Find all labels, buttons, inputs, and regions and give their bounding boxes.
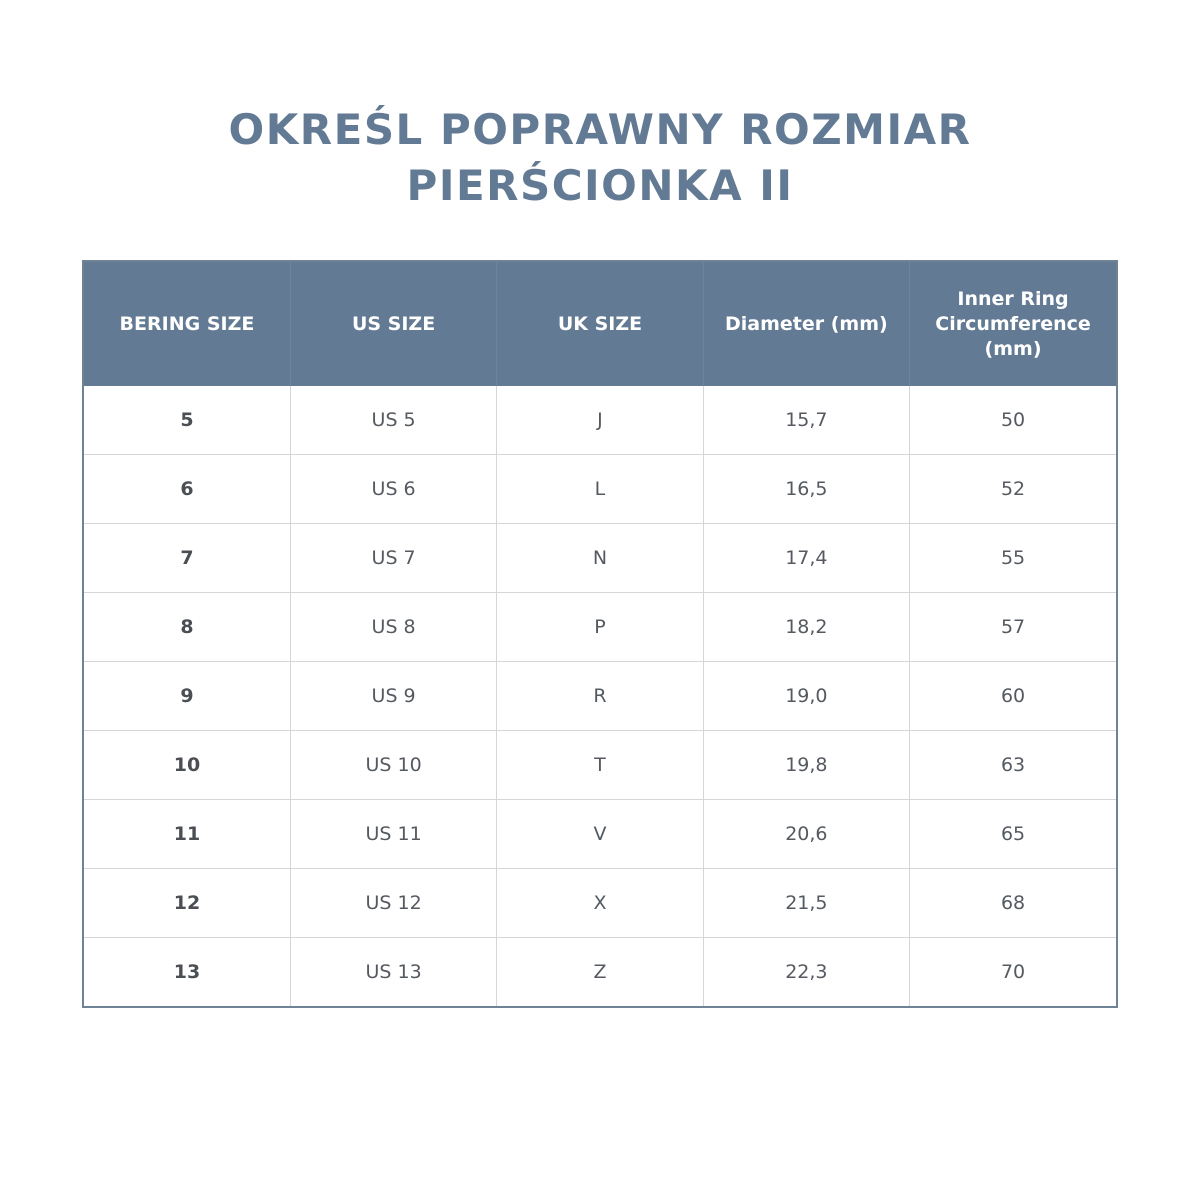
cell-circumference: 50	[1000, 409, 1026, 431]
cell-bering-size: 10	[84, 731, 290, 800]
cell-us-size: US 12	[290, 869, 496, 938]
table-row	[84, 386, 1116, 455]
header-uk-size: UK SIZE	[497, 262, 703, 386]
cell-diameter: 19,8	[703, 731, 909, 800]
cell-circumference: 63	[910, 731, 1116, 800]
cell-diameter: 16,5	[703, 455, 909, 524]
cell-uk-size: N	[497, 524, 703, 593]
cell-diameter: 21,5	[703, 869, 909, 938]
cell-us-size: US 5	[290, 386, 496, 455]
table-row	[84, 455, 1116, 524]
table-row	[84, 869, 1116, 938]
cell-diameter: 15,7	[703, 386, 909, 455]
cell-bering-size: 13	[84, 938, 290, 1007]
cell-bering-size: 7	[84, 524, 290, 593]
cell-bering-size: 12	[84, 869, 290, 938]
cell-bering-size: 11	[84, 800, 290, 869]
cell-circumference: 60	[910, 662, 1116, 731]
cell-circumference: 57	[910, 593, 1116, 662]
cell-circumference: 65	[910, 800, 1116, 869]
cell-us-size: US 9	[290, 662, 496, 731]
cell-uk-size: T	[497, 731, 703, 800]
cell-us-size: US 13	[290, 938, 496, 1007]
cell-diameter: 20,6	[703, 800, 909, 869]
cell-uk-size: R	[497, 662, 703, 731]
cell-us-size: US 7	[290, 524, 496, 593]
size-table-container	[82, 260, 1118, 1008]
cell-diameter: 19,0	[703, 662, 909, 731]
cell-uk-size: X	[497, 869, 703, 938]
table-body	[84, 386, 1116, 1006]
cell-us-size: US 11	[290, 800, 496, 869]
cell-uk-size: P	[497, 593, 703, 662]
cell-circumference: 55	[910, 524, 1116, 593]
table-row	[84, 524, 1116, 593]
header-us-size: US SIZE	[290, 262, 496, 386]
cell-bering-size: 5	[84, 386, 290, 455]
cell-us-size: US 10	[290, 731, 496, 800]
page-title-line-1: OKREŚL POPRAWNY ROZMIAR	[228, 105, 972, 154]
cell-uk-size: L	[497, 455, 703, 524]
table-header-row	[84, 262, 1116, 386]
header-bering-size: BERING SIZE	[84, 262, 290, 386]
cell-diameter: 18,2	[703, 593, 909, 662]
cell-us-size: US 6	[290, 455, 496, 524]
cell-circumference: 68	[910, 869, 1116, 938]
ring-size-table	[84, 262, 1116, 1006]
cell-circumference: 70	[910, 938, 1116, 1007]
page-title-line-2: PIERŚCIONKA II	[406, 161, 794, 210]
table-row	[84, 662, 1116, 731]
cell-us-size: US 8	[290, 593, 496, 662]
header-circumference: Inner Ring Circumference (mm)	[910, 262, 1116, 386]
cell-bering-size: 8	[84, 593, 290, 662]
cell-uk-size: V	[497, 800, 703, 869]
cell-bering-size: 9	[84, 662, 290, 731]
cell-uk-size: Z	[497, 938, 703, 1007]
header-diameter: Diameter (mm)	[703, 262, 909, 386]
cell-uk-size: J	[497, 386, 703, 455]
table-row	[84, 800, 1116, 869]
cell-diameter: 22,3	[703, 938, 909, 1007]
cell-circumference: 52	[910, 455, 1116, 524]
cell-diameter: 17,4	[703, 524, 909, 593]
page-title	[0, 102, 1200, 214]
table-row	[84, 731, 1116, 800]
cell-bering-size: 6	[84, 455, 290, 524]
table-row	[84, 938, 1116, 1007]
table-row	[84, 593, 1116, 662]
